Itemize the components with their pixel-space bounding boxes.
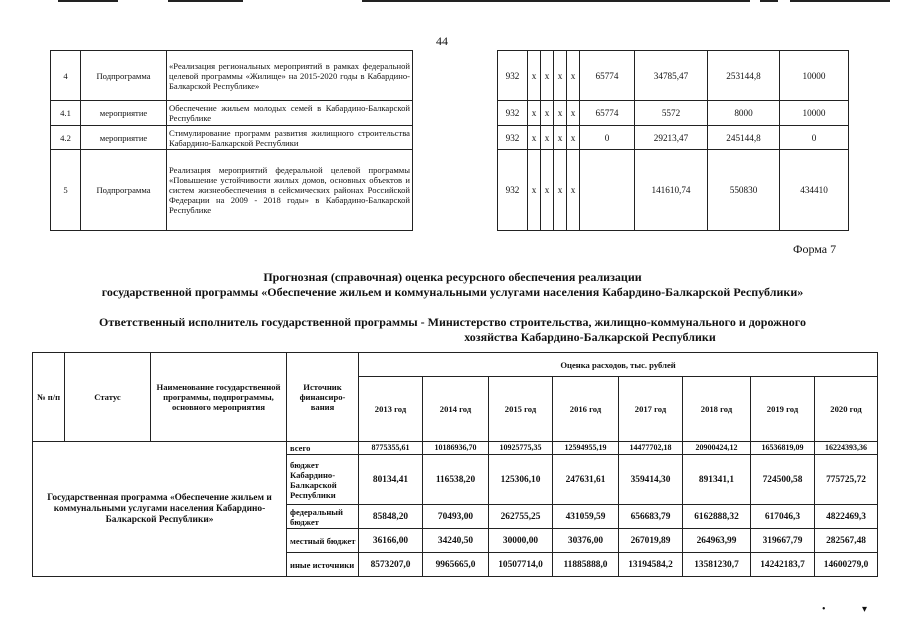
value-cell: 85848,20 bbox=[359, 505, 423, 529]
responsible-executor-line-1: Ответственный исполнитель государственной программы - Министерство строительства, жилищно-коммунального и дорожного bbox=[99, 315, 806, 329]
table-row bbox=[498, 101, 849, 126]
funding-source: местный бюджет bbox=[287, 529, 359, 553]
value-cell: 262755,25 bbox=[489, 505, 553, 529]
funding-source: иные источники bbox=[287, 553, 359, 577]
value-cell: 319667,79 bbox=[751, 529, 815, 553]
header-year: 2015 год bbox=[489, 377, 553, 442]
row-number: 5 bbox=[51, 150, 81, 231]
top-left-table bbox=[50, 50, 413, 231]
header-name: Наименование государственной программы, подпрограммы, основного мероприятия bbox=[151, 353, 287, 442]
header-status: Статус bbox=[65, 353, 151, 442]
value-cell: 0 bbox=[780, 126, 849, 150]
value-cell: 30000,00 bbox=[489, 529, 553, 553]
header-year: 2014 год bbox=[423, 377, 489, 442]
scan-dot-mark: • bbox=[822, 604, 826, 615]
value-cell: 6162888,32 bbox=[683, 505, 751, 529]
value-cell: 141610,74 bbox=[635, 150, 708, 231]
value-cell: 656683,79 bbox=[619, 505, 683, 529]
value-cell: 247631,61 bbox=[553, 455, 619, 505]
value-cell: 0 bbox=[580, 126, 635, 150]
value-cell bbox=[580, 150, 635, 231]
table-row bbox=[498, 126, 849, 150]
value-cell: 8000 bbox=[708, 101, 780, 126]
value-cell: 617046,3 bbox=[751, 505, 815, 529]
grbs-cell: 932 bbox=[498, 101, 528, 126]
row-status: Подпрограмма bbox=[81, 51, 167, 101]
header-source: Источник финансиро-вания bbox=[287, 353, 359, 442]
value-cell: 34785,47 bbox=[635, 51, 708, 101]
header-year: 2013 год bbox=[359, 377, 423, 442]
value-cell: 125306,10 bbox=[489, 455, 553, 505]
table-row bbox=[51, 51, 413, 101]
grbs-cell: 932 bbox=[498, 51, 528, 101]
value-cell: 14600279,0 bbox=[815, 553, 878, 577]
x-cell: х bbox=[554, 126, 567, 150]
value-cell: 724500,58 bbox=[751, 455, 815, 505]
value-cell: 282567,48 bbox=[815, 529, 878, 553]
value-cell: 10000 bbox=[780, 101, 849, 126]
scan-edge-line bbox=[58, 0, 118, 2]
grbs-cell: 932 bbox=[498, 150, 528, 231]
funding-source: бюджет Кабардино-Балкарской Республики bbox=[287, 455, 359, 505]
x-cell: х bbox=[541, 101, 554, 126]
scan-edge-line bbox=[362, 0, 750, 2]
table-row bbox=[51, 150, 413, 231]
header-year: 2018 год bbox=[683, 377, 751, 442]
value-cell: 10925775,35 bbox=[489, 442, 553, 455]
page-number: 44 bbox=[436, 34, 448, 48]
value-cell: 8775355,61 bbox=[359, 442, 423, 455]
table-row bbox=[51, 101, 413, 126]
value-cell: 30376,00 bbox=[553, 529, 619, 553]
row-number: 4.1 bbox=[51, 101, 81, 126]
responsible-executor-line-2: хозяйства Кабардино-Балкарской Республики bbox=[464, 330, 716, 344]
value-cell: 434410 bbox=[780, 150, 849, 231]
value-cell: 550830 bbox=[708, 150, 780, 231]
grbs-cell: 932 bbox=[498, 126, 528, 150]
row-name: Стимулирование программ развития жилищного строительства Кабардино-Балкарской Республики bbox=[167, 126, 413, 150]
value-cell: 267019,89 bbox=[619, 529, 683, 553]
value-cell: 775725,72 bbox=[815, 455, 878, 505]
program-name: Государственная программа «Обеспечение жильем и коммунальными услугами населения Кабардино-Балкарской Республики» bbox=[33, 442, 287, 577]
row-name: «Реализация региональных мероприятий в рамках федеральной целевой программы «Жилище» на 2015-2020 годы в Кабардино-Балкарской Республике» bbox=[167, 51, 413, 101]
x-cell: х bbox=[528, 126, 541, 150]
value-cell: 36166,00 bbox=[359, 529, 423, 553]
x-cell: х bbox=[528, 101, 541, 126]
x-cell: х bbox=[567, 51, 580, 101]
row-name: Реализация мероприятий федеральной целевой программы «Повышение устойчивости жилых домов, основных объектов и систем жизнеобеспечения в сейсмических районах Российской Федерации на 2009 - 2018 годы» в Кабардино-Балкарской Республике bbox=[167, 150, 413, 231]
value-cell: 5572 bbox=[635, 101, 708, 126]
value-cell: 13581230,7 bbox=[683, 553, 751, 577]
table-row bbox=[51, 126, 413, 150]
value-cell: 34240,50 bbox=[423, 529, 489, 553]
table-row bbox=[33, 442, 878, 455]
value-cell: 10186936,70 bbox=[423, 442, 489, 455]
value-cell: 359414,30 bbox=[619, 455, 683, 505]
value-cell: 891341,1 bbox=[683, 455, 751, 505]
value-cell: 11885888,0 bbox=[553, 553, 619, 577]
value-cell: 4822469,3 bbox=[815, 505, 878, 529]
row-status: мероприятие bbox=[81, 101, 167, 126]
header-year: 2020 год bbox=[815, 377, 878, 442]
row-name: Обеспечение жильем молодых семей в Кабардино-Балкарской Республике bbox=[167, 101, 413, 126]
x-cell: х bbox=[541, 126, 554, 150]
header-estimate: Оценка расходов, тыс. рублей bbox=[359, 353, 878, 377]
value-cell: 14477702,18 bbox=[619, 442, 683, 455]
x-cell: х bbox=[541, 51, 554, 101]
x-cell: х bbox=[554, 150, 567, 231]
value-cell: 9965665,0 bbox=[423, 553, 489, 577]
document-title-line-2: государственной программы «Обеспечение жильем и коммунальными услугами населения Кабардино-Балкарской Республики» bbox=[101, 285, 804, 299]
value-cell: 65774 bbox=[580, 51, 635, 101]
value-cell: 80134,41 bbox=[359, 455, 423, 505]
x-cell: х bbox=[567, 150, 580, 231]
resource-estimate-table bbox=[32, 352, 878, 577]
scan-edge-line bbox=[760, 0, 778, 2]
value-cell: 245144,8 bbox=[708, 126, 780, 150]
x-cell: х bbox=[554, 51, 567, 101]
x-cell: х bbox=[554, 101, 567, 126]
row-status: мероприятие bbox=[81, 126, 167, 150]
value-cell: 10507714,0 bbox=[489, 553, 553, 577]
scan-edge-line bbox=[168, 0, 243, 2]
header-year: 2017 год bbox=[619, 377, 683, 442]
value-cell: 253144,8 bbox=[708, 51, 780, 101]
value-cell: 8573207,0 bbox=[359, 553, 423, 577]
row-number: 4.2 bbox=[51, 126, 81, 150]
value-cell: 20900424,12 bbox=[683, 442, 751, 455]
x-cell: х bbox=[567, 126, 580, 150]
scan-edge-line bbox=[790, 0, 890, 2]
value-cell: 14242183,7 bbox=[751, 553, 815, 577]
value-cell: 13194584,2 bbox=[619, 553, 683, 577]
value-cell: 70493,00 bbox=[423, 505, 489, 529]
value-cell: 431059,59 bbox=[553, 505, 619, 529]
header-year: 2019 год bbox=[751, 377, 815, 442]
table-row bbox=[498, 51, 849, 101]
row-number: 4 bbox=[51, 51, 81, 101]
funding-source: всего bbox=[287, 442, 359, 455]
top-right-table bbox=[497, 50, 849, 231]
value-cell: 29213,47 bbox=[635, 126, 708, 150]
table-row bbox=[498, 150, 849, 231]
form-label: Форма 7 bbox=[793, 242, 837, 256]
document-title-line-1: Прогнозная (справочная) оценка ресурсного обеспечения реализации bbox=[263, 270, 642, 284]
funding-source: федеральный бюджет bbox=[287, 505, 359, 529]
value-cell: 116538,20 bbox=[423, 455, 489, 505]
scan-triangle-mark: ▾ bbox=[862, 604, 868, 615]
value-cell: 16224393,36 bbox=[815, 442, 878, 455]
value-cell: 65774 bbox=[580, 101, 635, 126]
header-num: № п/п bbox=[33, 353, 65, 442]
value-cell: 264963,99 bbox=[683, 529, 751, 553]
x-cell: х bbox=[541, 150, 554, 231]
x-cell: х bbox=[528, 51, 541, 101]
x-cell: х bbox=[528, 150, 541, 231]
header-year: 2016 год bbox=[553, 377, 619, 442]
value-cell: 16536819,09 bbox=[751, 442, 815, 455]
x-cell: х bbox=[567, 101, 580, 126]
value-cell: 12594955,19 bbox=[553, 442, 619, 455]
value-cell: 10000 bbox=[780, 51, 849, 101]
header-row bbox=[33, 353, 878, 377]
row-status: Подпрограмма bbox=[81, 150, 167, 231]
